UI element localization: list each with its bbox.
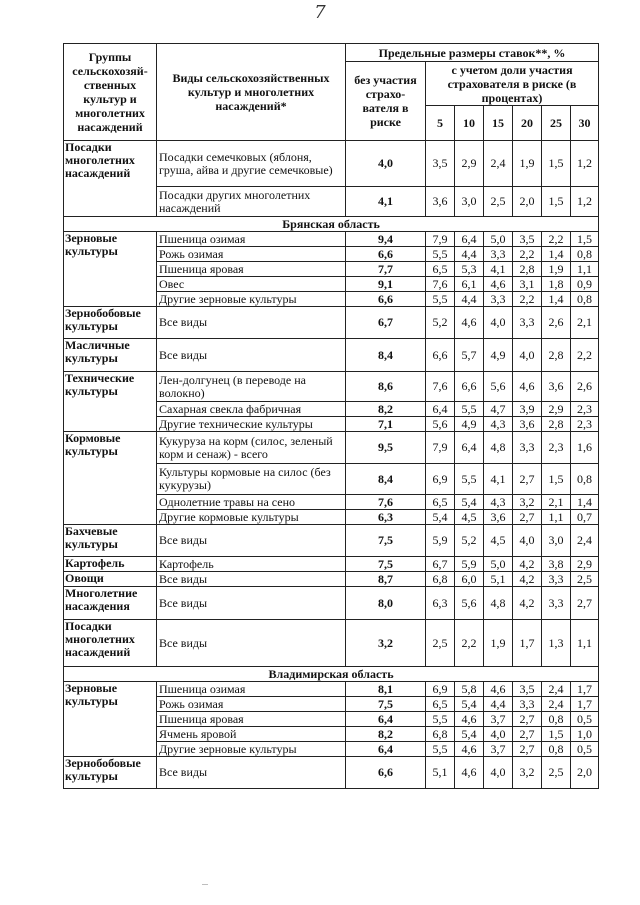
share-rate: 2,7 <box>513 510 542 525</box>
group-name: Картофель <box>64 557 157 572</box>
share-rate: 2,7 <box>513 742 542 757</box>
share-rate: 1,1 <box>571 262 599 277</box>
share-rate: 6,5 <box>426 495 455 510</box>
share-rate: 5,1 <box>426 757 455 789</box>
share-rate: 3,7 <box>484 712 513 727</box>
base-rate: 8,4 <box>346 339 426 372</box>
share-rate: 1,7 <box>571 697 599 712</box>
header-share-5: 5 <box>426 106 455 141</box>
base-rate: 7,5 <box>346 525 426 557</box>
group-name: Масличные культуры <box>64 339 157 372</box>
share-rate: 1,7 <box>513 620 542 667</box>
crop-name: Пшеница яровая <box>157 262 346 277</box>
share-rate: 1,6 <box>571 432 599 464</box>
share-rate: 1,4 <box>571 495 599 510</box>
share-rate: 4,4 <box>455 247 484 262</box>
share-rate: 4,6 <box>455 712 484 727</box>
base-rate: 7,7 <box>346 262 426 277</box>
share-rate: 3,5 <box>513 682 542 697</box>
share-rate: 1,1 <box>542 510 571 525</box>
share-rate: 2,5 <box>484 187 513 217</box>
share-rate: 4,7 <box>484 402 513 417</box>
table-row <box>64 757 599 789</box>
crop-name: Посадки других многолетних насаждений <box>157 187 346 217</box>
share-rate: 1,9 <box>484 620 513 667</box>
share-rate: 3,3 <box>513 432 542 464</box>
table-body <box>64 141 599 789</box>
share-rate: 7,6 <box>426 372 455 402</box>
share-rate: 3,0 <box>542 525 571 557</box>
share-rate: 0,8 <box>571 247 599 262</box>
share-rate: 3,3 <box>484 292 513 307</box>
share-rate: 5,2 <box>455 525 484 557</box>
share-rate: 0,9 <box>571 277 599 292</box>
share-rate: 2,3 <box>571 402 599 417</box>
share-rate: 5,5 <box>426 742 455 757</box>
share-rate: 2,2 <box>455 620 484 667</box>
share-rate: 4,1 <box>484 262 513 277</box>
share-rate: 5,5 <box>455 464 484 495</box>
header-share-10: 10 <box>455 106 484 141</box>
base-rate: 6,6 <box>346 292 426 307</box>
header-share-25: 25 <box>542 106 571 141</box>
base-rate: 8,2 <box>346 727 426 742</box>
share-rate: 2,9 <box>542 402 571 417</box>
share-rate: 1,2 <box>571 187 599 217</box>
share-rate: 3,5 <box>426 141 455 187</box>
table-row <box>64 682 599 697</box>
share-rate: 4,3 <box>484 495 513 510</box>
share-rate: 4,2 <box>513 587 542 620</box>
crop-name: Другие зерновые культуры <box>157 742 346 757</box>
base-rate: 8,6 <box>346 372 426 402</box>
share-rate: 6,3 <box>426 587 455 620</box>
share-rate: 5,4 <box>455 697 484 712</box>
group-name: Зернобобовые культуры <box>64 757 157 789</box>
crop-name: Картофель <box>157 557 346 572</box>
share-rate: 6,5 <box>426 262 455 277</box>
share-rate: 2,2 <box>513 247 542 262</box>
share-rate: 5,9 <box>426 525 455 557</box>
share-rate: 2,2 <box>542 232 571 247</box>
share-rate: 3,6 <box>542 372 571 402</box>
share-rate: 5,6 <box>484 372 513 402</box>
group-name: Овощи <box>64 572 157 587</box>
share-rate: 2,8 <box>542 417 571 432</box>
share-rate: 4,2 <box>513 572 542 587</box>
share-rate: 2,8 <box>513 262 542 277</box>
share-rate: 5,2 <box>426 307 455 339</box>
share-rate: 5,6 <box>455 587 484 620</box>
share-rate: 4,6 <box>484 277 513 292</box>
share-rate: 4,5 <box>484 525 513 557</box>
base-rate: 6,7 <box>346 307 426 339</box>
region-title: Владимирская область <box>64 667 599 682</box>
share-rate: 5,7 <box>455 339 484 372</box>
share-rate: 7,6 <box>426 277 455 292</box>
share-rate: 6,9 <box>426 682 455 697</box>
share-rate: 2,7 <box>513 727 542 742</box>
share-rate: 1,9 <box>542 262 571 277</box>
share-rate: 1,4 <box>542 292 571 307</box>
share-rate: 2,2 <box>571 339 599 372</box>
share-rate: 0,8 <box>571 464 599 495</box>
share-rate: 4,0 <box>513 339 542 372</box>
table-row <box>64 141 599 187</box>
share-rate: 0,7 <box>571 510 599 525</box>
base-rate: 8,2 <box>346 402 426 417</box>
share-rate: 1,5 <box>542 187 571 217</box>
share-rate: 1,4 <box>542 247 571 262</box>
share-rate: 4,6 <box>455 742 484 757</box>
table-row <box>64 620 599 667</box>
share-rate: 4,6 <box>455 307 484 339</box>
crop-name: Все виды <box>157 572 346 587</box>
base-rate: 6,6 <box>346 247 426 262</box>
share-rate: 3,3 <box>513 307 542 339</box>
base-rate: 3,2 <box>346 620 426 667</box>
table-row <box>64 557 599 572</box>
crop-name: Кукуруза на корм (силос, зеленый корм и сенаж) - всего <box>157 432 346 464</box>
table-row <box>64 572 599 587</box>
table-row <box>64 232 599 247</box>
region-title: Брянская область <box>64 217 599 232</box>
share-rate: 1,2 <box>571 141 599 187</box>
share-rate: 3,1 <box>513 277 542 292</box>
share-rate: 3,2 <box>513 757 542 789</box>
crop-name: Лен-долгунец (в переводе на волокно) <box>157 372 346 402</box>
share-rate: 4,3 <box>484 417 513 432</box>
share-rate: 3,3 <box>484 247 513 262</box>
share-rate: 5,5 <box>426 247 455 262</box>
crop-name: Все виды <box>157 307 346 339</box>
share-rate: 4,4 <box>455 292 484 307</box>
crop-name: Все виды <box>157 339 346 372</box>
share-rate: 1,5 <box>542 141 571 187</box>
share-rate: 0,5 <box>571 712 599 727</box>
share-rate: 4,2 <box>513 557 542 572</box>
group-name: Бахчевые культуры <box>64 525 157 557</box>
share-rate: 5,4 <box>426 510 455 525</box>
share-rate: 7,9 <box>426 232 455 247</box>
share-rate: 1,5 <box>571 232 599 247</box>
share-rate: 2,0 <box>571 757 599 789</box>
crop-name: Пшеница яровая <box>157 712 346 727</box>
share-rate: 2,1 <box>542 495 571 510</box>
share-rate: 3,2 <box>513 495 542 510</box>
base-rate: 8,4 <box>346 464 426 495</box>
crop-name: Культуры кормовые на силос (без кукурузы) <box>157 464 346 495</box>
share-rate: 2,4 <box>571 525 599 557</box>
share-rate: 4,0 <box>484 757 513 789</box>
base-rate: 4,1 <box>346 187 426 217</box>
base-rate: 6,4 <box>346 712 426 727</box>
crop-name: Овес <box>157 277 346 292</box>
share-rate: 2,3 <box>571 417 599 432</box>
crop-name: Все виды <box>157 587 346 620</box>
share-rate: 6,5 <box>426 697 455 712</box>
share-rate: 2,9 <box>455 141 484 187</box>
group-name: Зерновые культуры <box>64 232 157 307</box>
share-rate: 2,9 <box>571 557 599 572</box>
share-rate: 5,6 <box>426 417 455 432</box>
share-rate: 5,5 <box>426 292 455 307</box>
header-crop: Виды сельскохозяйственных культур и многолетних насаждений* <box>157 44 346 141</box>
share-rate: 0,8 <box>571 292 599 307</box>
header-with-share: с учетом доли участия страхователя в риске (в процентах) <box>426 62 599 106</box>
share-rate: 4,0 <box>484 727 513 742</box>
table-row <box>64 525 599 557</box>
header-no-share: без участия страхо-вателя в риске <box>346 62 426 141</box>
share-rate: 5,1 <box>484 572 513 587</box>
share-rate: 5,0 <box>484 557 513 572</box>
table-row <box>64 372 599 402</box>
share-rate: 4,0 <box>484 307 513 339</box>
share-rate: 1,5 <box>542 464 571 495</box>
share-rate: 4,6 <box>484 682 513 697</box>
insurance-rates-table <box>63 43 599 789</box>
share-rate: 2,5 <box>571 572 599 587</box>
base-rate: 7,1 <box>346 417 426 432</box>
share-rate: 6,4 <box>455 432 484 464</box>
bottom-mark: ... <box>202 878 208 887</box>
share-rate: 6,6 <box>455 372 484 402</box>
crop-name: Посадки семечковых (яблоня, груша, айва и другие семечковые) <box>157 141 346 187</box>
share-rate: 4,6 <box>513 372 542 402</box>
share-rate: 5,5 <box>455 402 484 417</box>
header-share-20: 20 <box>513 106 542 141</box>
share-rate: 4,1 <box>484 464 513 495</box>
base-rate: 7,5 <box>346 697 426 712</box>
base-rate: 8,7 <box>346 572 426 587</box>
group-name: Многолетние насаждения <box>64 587 157 620</box>
share-rate: 3,9 <box>513 402 542 417</box>
base-rate: 6,3 <box>346 510 426 525</box>
share-rate: 4,8 <box>484 587 513 620</box>
table-row <box>64 432 599 464</box>
share-rate: 3,6 <box>513 417 542 432</box>
table-row <box>64 307 599 339</box>
share-rate: 2,4 <box>542 682 571 697</box>
crop-name: Однолетние травы на сено <box>157 495 346 510</box>
crop-name: Рожь озимая <box>157 697 346 712</box>
base-rate: 6,4 <box>346 742 426 757</box>
share-rate: 2,8 <box>542 339 571 372</box>
share-rate: 1,0 <box>571 727 599 742</box>
share-rate: 5,4 <box>455 495 484 510</box>
share-rate: 6,6 <box>426 339 455 372</box>
share-rate: 3,8 <box>542 557 571 572</box>
share-rate: 2,1 <box>571 307 599 339</box>
share-rate: 3,3 <box>542 572 571 587</box>
share-rate: 5,5 <box>426 712 455 727</box>
share-rate: 5,4 <box>455 727 484 742</box>
share-rate: 3,6 <box>484 510 513 525</box>
group-name: Посадки многолетних насаждений <box>64 620 157 667</box>
crop-name: Рожь озимая <box>157 247 346 262</box>
share-rate: 3,5 <box>513 232 542 247</box>
share-rate: 1,8 <box>542 277 571 292</box>
header-group: Группы сельскохозяй-ственных культур и многолетних насаждений <box>64 44 157 141</box>
base-rate: 9,1 <box>346 277 426 292</box>
base-rate: 8,0 <box>346 587 426 620</box>
share-rate: 6,1 <box>455 277 484 292</box>
share-rate: 6,4 <box>455 232 484 247</box>
crop-name: Ячмень яровой <box>157 727 346 742</box>
share-rate: 2,7 <box>513 464 542 495</box>
group-name: Зерновые культуры <box>64 682 157 757</box>
share-rate: 2,2 <box>513 292 542 307</box>
base-rate: 4,0 <box>346 141 426 187</box>
region-row <box>64 667 599 682</box>
share-rate: 2,0 <box>513 187 542 217</box>
share-rate: 6,9 <box>426 464 455 495</box>
header-share-30: 30 <box>571 106 599 141</box>
header-share-15: 15 <box>484 106 513 141</box>
crop-name: Другие кормовые культуры <box>157 510 346 525</box>
share-rate: 0,8 <box>542 742 571 757</box>
share-rate: 2,3 <box>542 432 571 464</box>
crop-name: Сахарная свекла фабричная <box>157 402 346 417</box>
share-rate: 4,5 <box>455 510 484 525</box>
share-rate: 1,9 <box>513 141 542 187</box>
group-name: Зернобобовые культуры <box>64 307 157 339</box>
header-rates: Предельные размеры ставок**, % <box>346 44 599 62</box>
base-rate: 6,6 <box>346 757 426 789</box>
base-rate: 7,5 <box>346 557 426 572</box>
share-rate: 6,8 <box>426 727 455 742</box>
crop-name: Пшеница озимая <box>157 232 346 247</box>
share-rate: 2,6 <box>542 307 571 339</box>
group-name: Посадки многолетних насаждений <box>64 141 157 217</box>
share-rate: 3,6 <box>426 187 455 217</box>
crop-name: Другие технические культуры <box>157 417 346 432</box>
share-rate: 2,7 <box>513 712 542 727</box>
share-rate: 4,9 <box>455 417 484 432</box>
group-name: Технические культуры <box>64 372 157 432</box>
share-rate: 3,0 <box>455 187 484 217</box>
group-name: Кормовые культуры <box>64 432 157 525</box>
share-rate: 1,3 <box>542 620 571 667</box>
share-rate: 6,7 <box>426 557 455 572</box>
share-rate: 1,7 <box>571 682 599 697</box>
share-rate: 6,4 <box>426 402 455 417</box>
share-rate: 2,6 <box>571 372 599 402</box>
share-rate: 4,6 <box>455 757 484 789</box>
base-rate: 9,4 <box>346 232 426 247</box>
share-rate: 2,4 <box>484 141 513 187</box>
base-rate: 8,1 <box>346 682 426 697</box>
share-rate: 5,9 <box>455 557 484 572</box>
crop-name: Все виды <box>157 757 346 789</box>
base-rate: 9,5 <box>346 432 426 464</box>
share-rate: 3,7 <box>484 742 513 757</box>
crop-name: Пшеница озимая <box>157 682 346 697</box>
page-number: 7 <box>314 2 326 23</box>
share-rate: 3,3 <box>513 697 542 712</box>
share-rate: 7,9 <box>426 432 455 464</box>
share-rate: 4,0 <box>513 525 542 557</box>
region-row <box>64 217 599 232</box>
table-row <box>64 339 599 372</box>
crop-name: Все виды <box>157 525 346 557</box>
share-rate: 1,1 <box>571 620 599 667</box>
share-rate: 6,8 <box>426 572 455 587</box>
share-rate: 5,0 <box>484 232 513 247</box>
share-rate: 5,8 <box>455 682 484 697</box>
share-rate: 1,5 <box>542 727 571 742</box>
share-rate: 2,7 <box>571 587 599 620</box>
share-rate: 4,4 <box>484 697 513 712</box>
share-rate: 6,0 <box>455 572 484 587</box>
table-row <box>64 587 599 620</box>
share-rate: 3,3 <box>542 587 571 620</box>
share-rate: 2,4 <box>542 697 571 712</box>
share-rate: 0,5 <box>571 742 599 757</box>
base-rate: 7,6 <box>346 495 426 510</box>
share-rate: 4,8 <box>484 432 513 464</box>
share-rate: 4,9 <box>484 339 513 372</box>
crop-name: Другие зерновые культуры <box>157 292 346 307</box>
share-rate: 0,8 <box>542 712 571 727</box>
share-rate: 2,5 <box>542 757 571 789</box>
share-rate: 5,3 <box>455 262 484 277</box>
share-rate: 2,5 <box>426 620 455 667</box>
crop-name: Все виды <box>157 620 346 667</box>
